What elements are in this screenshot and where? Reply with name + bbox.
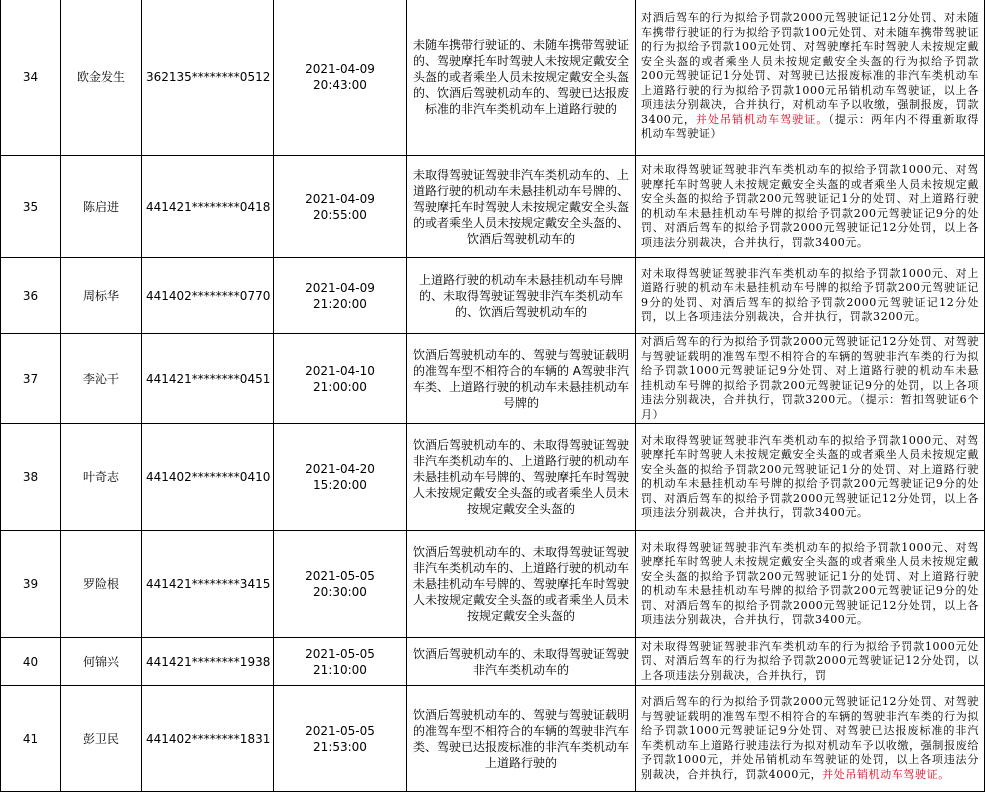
person-name: 李沁干 [61, 334, 142, 424]
person-name: 罗险根 [61, 531, 142, 638]
violation-description: 饮酒后驾驶机动车的、驾驶与驾驶证载明的准驾车型不相符合的车辆的驾驶非汽车类、驾驶已达报废标准的非汽车类机动车上道路行驶的 [407, 686, 636, 792]
row-number: 37 [1, 334, 61, 424]
table-row [1, 0, 985, 156]
violation-clock: 21:20:00 [313, 296, 367, 311]
row-number: 40 [1, 638, 61, 686]
row-number: 34 [1, 0, 61, 156]
violation-date: 2021-04-10 [305, 363, 375, 378]
person-name: 何锦兴 [61, 638, 142, 686]
person-name: 叶奇志 [61, 424, 142, 531]
row-number: 39 [1, 531, 61, 638]
person-name: 欧金发生 [61, 0, 142, 156]
violation-clock: 20:43:00 [313, 77, 367, 92]
violation-description: 未取得驾驶证驾驶非汽车类机动车的、上道路行驶的机动车未悬挂机动车号牌的、驾驶摩托车时驾驶人未按规定戴安全头盔的或者乘坐人员未按规定戴安全头盔的、饮酒后驾驶机动车的 [407, 156, 636, 258]
table-row [1, 638, 985, 686]
violation-clock: 21:10:00 [313, 662, 367, 677]
violation-date: 2021-04-09 [305, 191, 375, 206]
table-row [1, 424, 985, 531]
violation-date: 2021-05-05 [305, 569, 375, 583]
table-row [1, 686, 985, 792]
row-number: 36 [1, 258, 61, 334]
penalty-highlight: 并处吊销机动车驾驶证。 [822, 767, 950, 781]
row-number: 38 [1, 424, 61, 531]
violation-time [274, 531, 407, 638]
violation-clock: 20:55:00 [313, 207, 367, 222]
violation-time [274, 638, 407, 686]
violation-description: 饮酒后驾驶机动车的、驾驶与驾驶证载明的准驾车型不相符合的车辆的 A驾驶非汽车类、上道路行驶的机动车未悬挂机动车号牌的 [407, 334, 636, 424]
violation-description: 饮酒后驾驶机动车的、未取得驾驶证驾驶非汽车类机动车的、上道路行驶的机动车未悬挂机动车号牌的、驾驶摩托车时驾驶人未按规定戴安全头盔的或者乘坐人员未按规定戴安全头盔的 [407, 531, 636, 638]
violation-time [274, 0, 407, 156]
violation-clock: 21:00:00 [313, 379, 367, 394]
penalty-description: 对未取得驾驶证驾驶非汽车类机动车的行为拟给予罚款1000元处罚、对酒后驾车的行为拟给予罚款2000元驾驶证记12分处罚，以上各项违法分别裁决，合并执行，罚 [636, 638, 985, 686]
violation-description: 上道路行驶的机动车未悬挂机动车号牌的、未取得驾驶证驾驶非汽车类机动车的、饮酒后驾驶机动车的 [407, 258, 636, 334]
penalty-note: （提示：两年内不得重新取得机动车驾驶证） [641, 112, 979, 141]
penalty-text: 对酒后驾车的行为拟给予罚款2000元驾驶证记12分处罚、对驾驶与驾驶证载明的准驾车型不相符合的车辆的驾驶非汽车类的行为拟给予罚款1000元驾驶证记9分处罚、对驾驶已达报废标准的非汽车类机动车上道路行驶违法行为拟对机动车予以收缴，强制报废给予罚款1000元，并处吊销机动车驾驶证的处罚，以上各项违法分别裁决，合并执行，罚款4000元， [641, 695, 979, 781]
violation-clock: 15:20:00 [313, 478, 367, 492]
id-number: 441402********0770 [142, 258, 274, 334]
violation-date: 2021-05-05 [305, 723, 375, 738]
penalty-highlight: 并处吊销机动车驾驶证。 [695, 112, 829, 126]
violation-time [274, 686, 407, 792]
id-number: 362135********0512 [142, 0, 274, 156]
violation-description: 未随车携带行驶证的、未随车携带驾驶证的、驾驶摩托车时驾驶人未按规定戴安全头盔的或者乘坐人员未按规定戴安全头盔的、饮酒后驾驶机动车的、驾驶已达报废标准的非汽车类机动车上道路行驶的 [407, 0, 636, 156]
id-number: 441421********0418 [142, 156, 274, 258]
person-name: 陈启进 [61, 156, 142, 258]
id-number: 441421********1938 [142, 638, 274, 686]
table-row [1, 334, 985, 424]
penalty-description [636, 686, 985, 792]
row-number: 41 [1, 686, 61, 792]
penalty-text: 对酒后驾车的行为拟给予罚款2000元驾驶证记12分处罚、对未随车携带行驶证的行为拟给予罚款100元处罚、对未随车携带驾驶证的行为拟给予罚款100元处罚、对驾驶摩托车时驾驶人未按规定戴安全头盔的或者乘坐人员未按规定戴安全头盔的行为拟给予罚款200元驾驶证记1分处罚、对驾驶已达报废标准的非汽车类机动车上道路行驶的行为拟给予罚款1000元吊销机动车驾驶证，以上各项违法分别裁决，合并执行，对机动车予以收缴，强制报废，罚款3400元， [641, 11, 979, 126]
violation-time [274, 424, 407, 531]
penalty-description: 对未取得驾驶证驾驶非汽车类机动车的拟给予罚款1000元、对上道路行驶的机动车未悬挂机动车号牌的拟给予罚款200元驾驶证记9分的处罚、对酒后驾车的拟给予罚款2000元驾驶证记12分处罚，以上各项违法分别裁决，合并执行，罚款3200元。 [636, 258, 985, 334]
penalty-description: 对未取得驾驶证驾驶非汽车类机动车的拟给予罚款1000元、对驾驶摩托车时驾驶人未按规定戴安全头盔的或者乘坐人员未按规定戴安全头盔的拟给予罚款200元驾驶证记1分的处罚、对上道路行驶的机动车未悬挂机动车号牌的拟给予罚款200元驾驶证记9分的处罚、对酒后驾车的拟给予罚款2000元驾驶证记12分处罚，以上各项违法分别裁决，合并执行，罚款3400元。 [636, 156, 985, 258]
table-row [1, 156, 985, 258]
row-number: 35 [1, 156, 61, 258]
violation-date: 2021-04-09 [305, 61, 375, 76]
person-name: 周标华 [61, 258, 142, 334]
violation-clock: 21:53:00 [313, 739, 367, 754]
violation-time [274, 258, 407, 334]
id-number: 441421********3415 [142, 531, 274, 638]
id-number: 441402********1831 [142, 686, 274, 792]
violation-date: 2021-04-20 [305, 462, 375, 476]
violation-time [274, 334, 407, 424]
violation-date: 2021-04-09 [305, 280, 375, 295]
penalty-description: 对酒后驾车的行为拟给予罚款2000元驾驶证记12分处罚、对驾驶与驾驶证载明的准驾车型不相符合的车辆的驾驶非汽车类的行为拟给予罚款1000元驾驶证记9分处罚、对上道路行驶的机动车未悬挂机动车号牌的拟给予罚款200元驾驶证记9分的处罚，以上各项违法分别裁决，合并执行，罚款3200元。（提示：暂扣驾驶证6个月） [636, 334, 985, 424]
violation-time [274, 156, 407, 258]
violation-description: 饮酒后驾驶机动车的、未取得驾驶证驾驶非汽车类机动车的 [407, 638, 636, 686]
penalty-description: 对未取得驾驶证驾驶非汽车类机动车的拟给予罚款1000元、对驾驶摩托车时驾驶人未按规定戴安全头盔的或者乘坐人员未按规定戴安全头盔的拟给予罚款200元驾驶证记1分的处罚、对上道路行驶的机动车未悬挂机动车号牌的拟给予罚款200元驾驶证记9分的处罚、对酒后驾车的拟给予罚款2000元驾驶证记12分处罚，以上各项违法分别裁决，合并执行，罚款3400元。 [636, 424, 985, 531]
id-number: 441402********0410 [142, 424, 274, 531]
violation-date: 2021-05-05 [305, 646, 375, 661]
person-name: 彭卫民 [61, 686, 142, 792]
table-row [1, 531, 985, 638]
violation-description: 饮酒后驾驶机动车的、未取得驾驶证驾驶非汽车类机动车的、上道路行驶的机动车未悬挂机动车号牌的、驾驶摩托车时驾驶人未按规定戴安全头盔的或者乘坐人员未按规定戴安全头盔的 [407, 424, 636, 531]
penalty-description: 对未取得驾驶证驾驶非汽车类机动车的拟给予罚款1000元、对驾驶摩托车时驾驶人未按规定戴安全头盔的或者乘坐人员未按规定戴安全头盔的拟给予罚款200元驾驶证记1分的处罚、对上道路行驶的机动车未悬挂机动车号牌的拟给予罚款200元驾驶证记9分的处罚、对酒后驾车的拟给予罚款2000元驾驶证记12分处罚，以上各项违法分别裁决，合并执行，罚款3400元。 [636, 531, 985, 638]
penalty-description [636, 0, 985, 156]
id-number: 441421********0451 [142, 334, 274, 424]
violation-clock: 20:30:00 [313, 585, 367, 599]
table-row [1, 258, 985, 334]
